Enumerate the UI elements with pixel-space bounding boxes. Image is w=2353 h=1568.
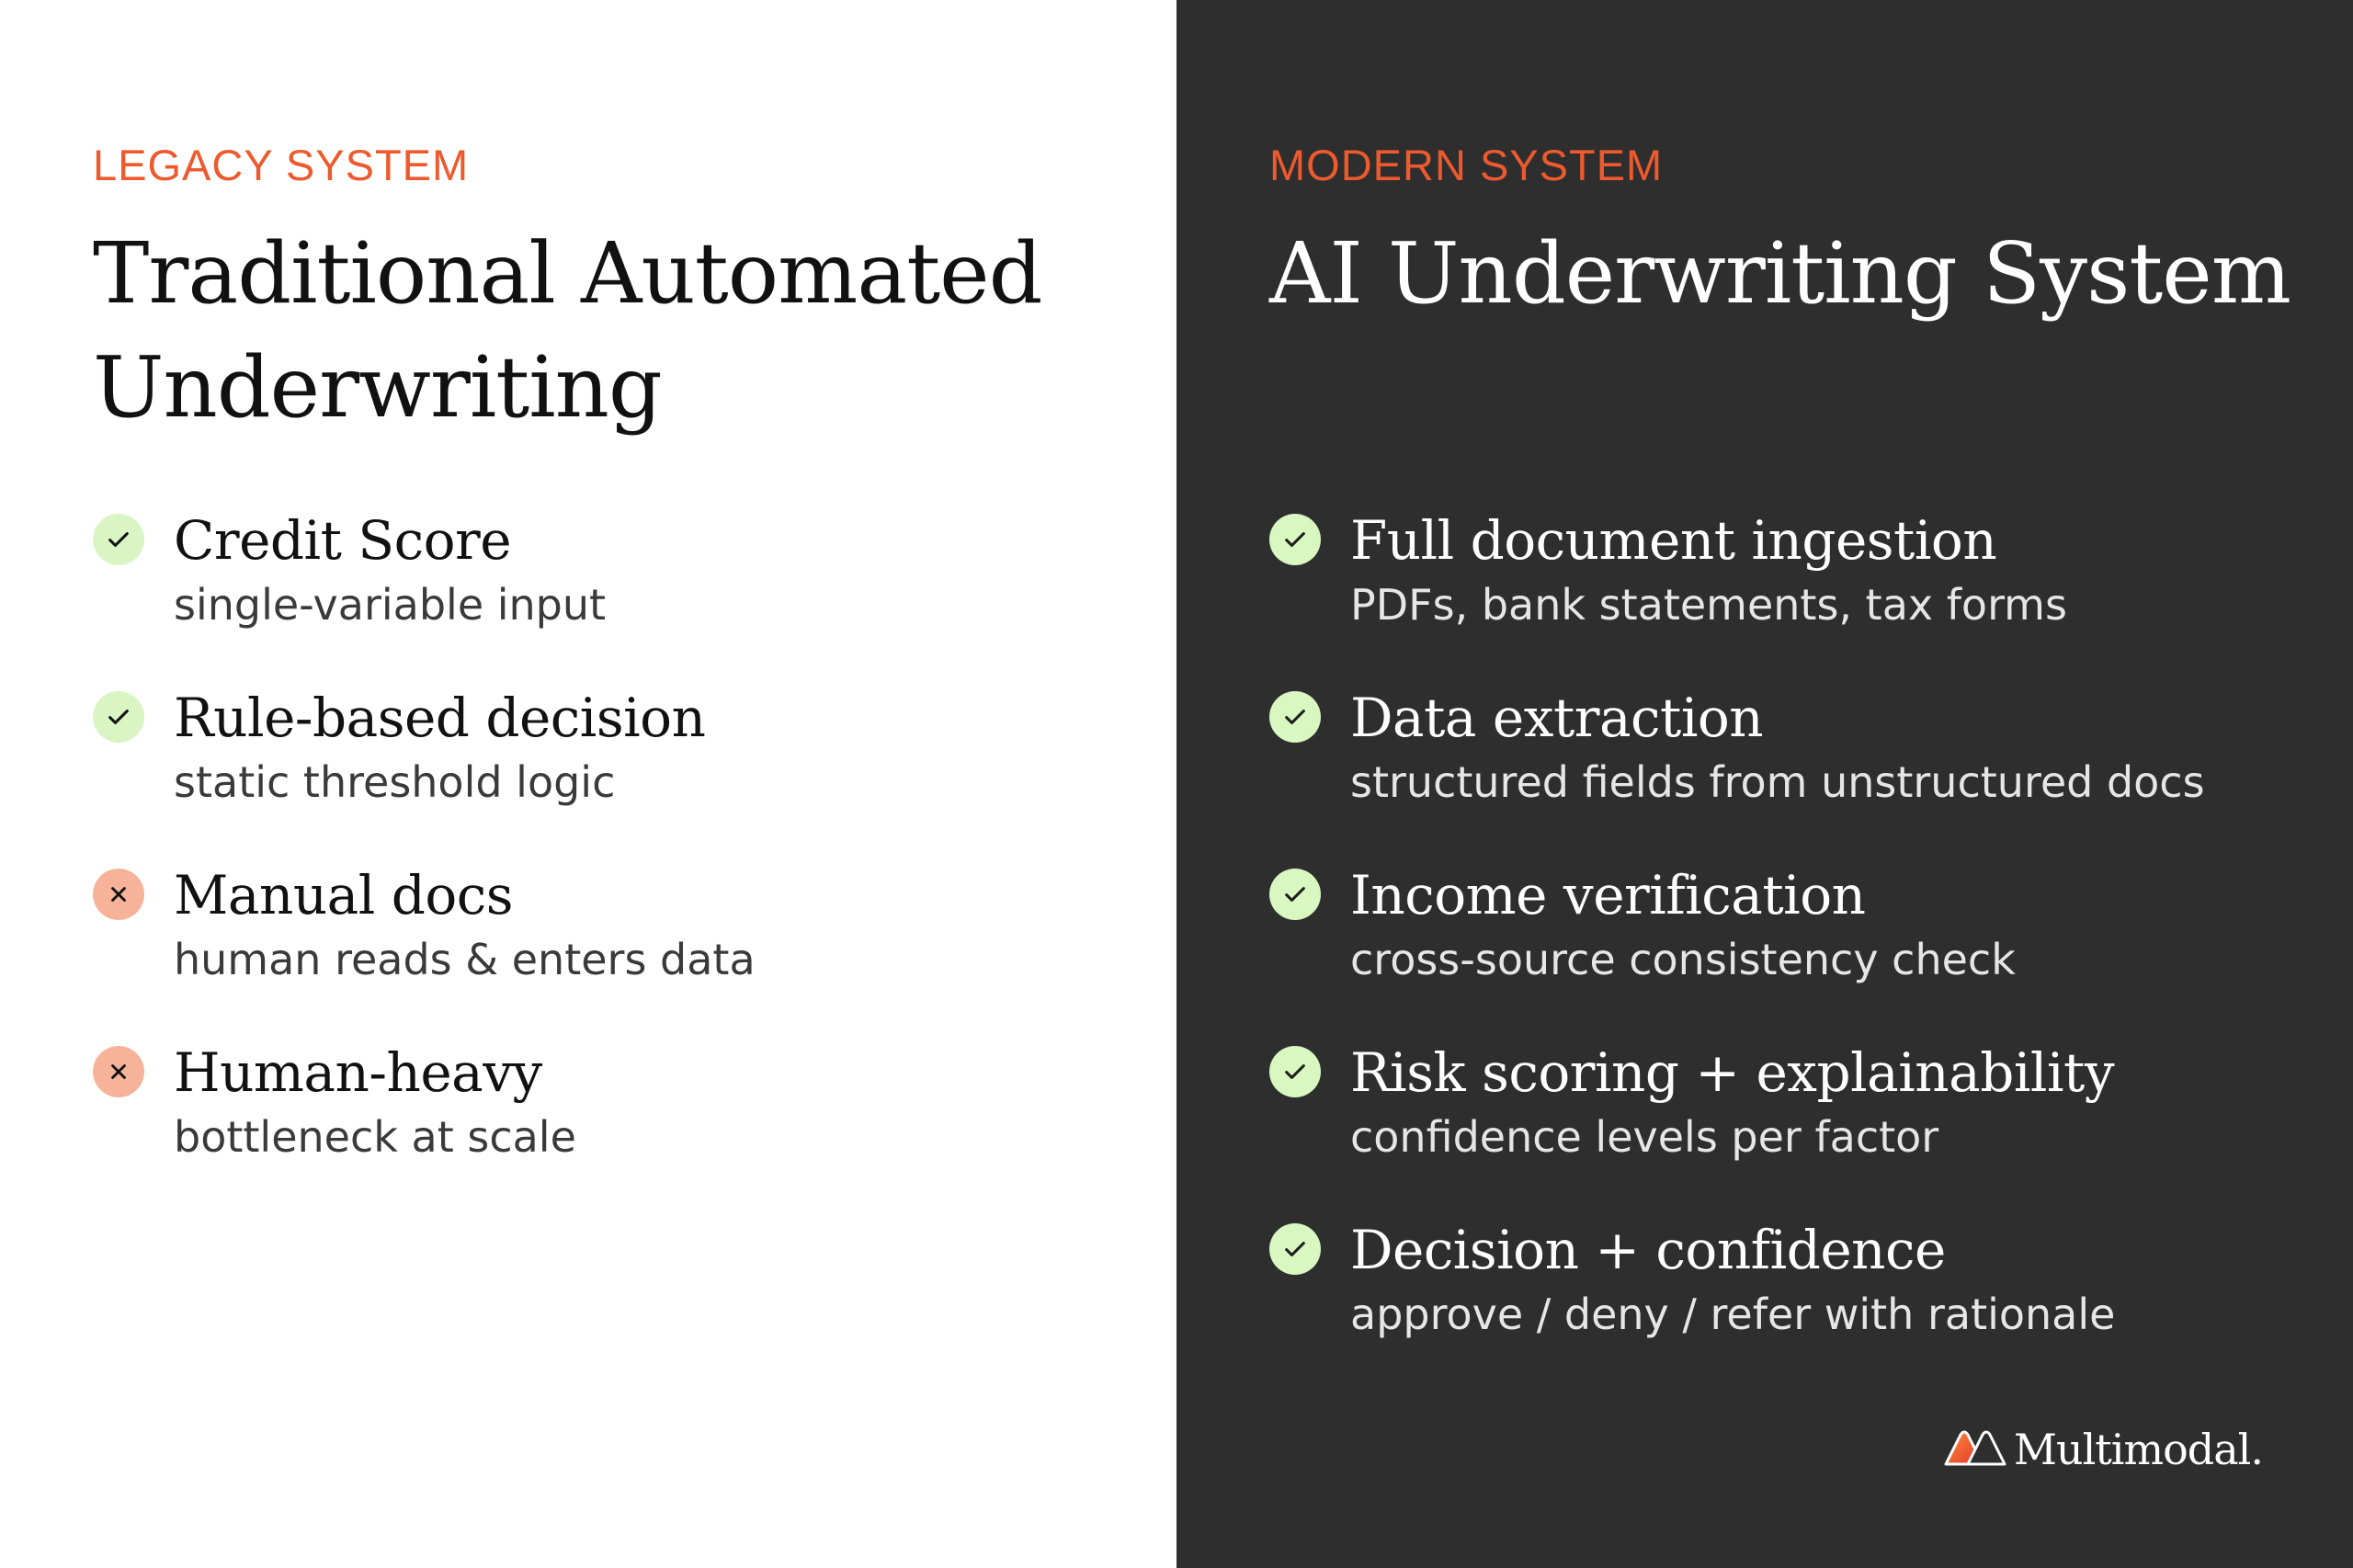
legacy-feature-list — [93, 504, 756, 1213]
modern-feature-list — [1269, 504, 2205, 1391]
brand-name: Multimodal. — [2013, 1425, 2263, 1474]
list-item-title: Risk scoring + explainability — [1350, 1041, 2115, 1104]
brand-logo — [1942, 1425, 2263, 1474]
list-item-subtitle: PDFs, bank statements, tax forms — [1350, 580, 2067, 630]
modern-title — [1269, 217, 2353, 331]
list-item — [1269, 858, 2205, 1036]
cross-icon — [93, 869, 144, 920]
list-item-title: Credit Score — [174, 509, 512, 572]
list-item — [1269, 504, 2205, 681]
list-item-subtitle: bottleneck at scale — [174, 1112, 576, 1162]
list-item-subtitle: human reads & enters data — [174, 935, 756, 984]
legacy-eyebrow: LEGACY SYSTEM — [93, 141, 470, 189]
list-item — [93, 504, 756, 681]
check-icon — [1269, 1046, 1321, 1097]
check-icon — [93, 514, 144, 565]
list-item — [93, 681, 756, 858]
list-item-subtitle: single-variable input — [174, 580, 607, 630]
list-item — [93, 1036, 756, 1213]
list-item-title: Rule-based decision — [174, 687, 706, 749]
modern-eyebrow: MODERN SYSTEM — [1269, 141, 1664, 189]
list-item-subtitle: structured fields from unstructured docs — [1350, 757, 2205, 807]
list-item-title: Decision + confidence — [1350, 1219, 1946, 1281]
list-item-subtitle: confidence levels per factor — [1350, 1112, 1939, 1162]
legacy-title-line2: Underwriting — [93, 338, 662, 437]
check-icon — [1269, 514, 1321, 565]
list-item-subtitle: cross-source consistency check — [1350, 935, 2016, 984]
modern-panel — [1176, 0, 2353, 1568]
list-item — [1269, 681, 2205, 858]
legacy-panel — [0, 0, 1176, 1568]
check-icon — [1269, 1223, 1321, 1275]
list-item — [93, 858, 756, 1036]
list-item-subtitle: approve / deny / refer with rationale — [1350, 1290, 2116, 1339]
list-item-title: Income verification — [1350, 864, 1866, 926]
list-item — [1269, 1213, 2205, 1391]
list-item-title: Manual docs — [174, 864, 514, 926]
cross-icon — [93, 1046, 144, 1097]
check-icon — [1269, 691, 1321, 743]
list-item-title: Human-heavy — [174, 1041, 542, 1104]
list-item-title: Full document ingestion — [1350, 509, 1997, 572]
list-item-title: Data extraction — [1350, 687, 1764, 749]
check-icon — [93, 691, 144, 743]
list-item — [1269, 1036, 2205, 1213]
legacy-title-line1: Traditional Automated — [93, 224, 1042, 323]
multimodal-logo-icon — [1942, 1427, 2008, 1472]
modern-title-line1: AI Underwriting System — [1269, 224, 2290, 323]
legacy-title — [93, 217, 1176, 445]
check-icon — [1269, 869, 1321, 920]
list-item-subtitle: static threshold logic — [174, 757, 616, 807]
